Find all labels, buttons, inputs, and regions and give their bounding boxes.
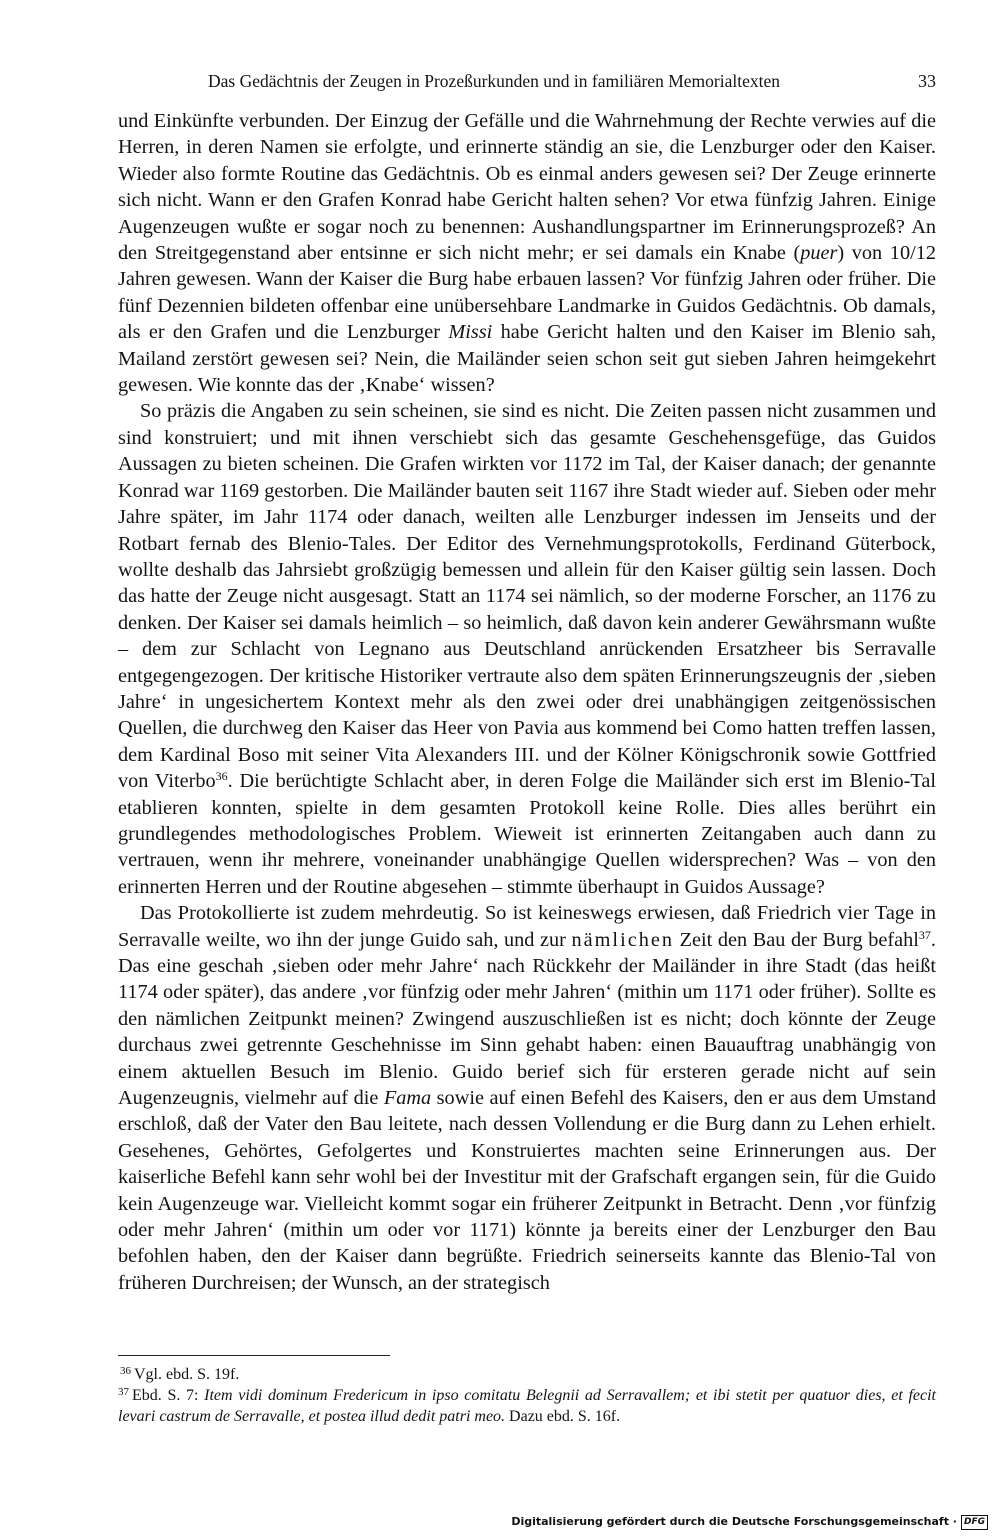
footnotes: [118, 1364, 936, 1427]
italic-puer: puer: [800, 242, 838, 265]
footnote-37-latin-quote: Item vidi dominum Fredericum in ipso comitatu Belegnii ad Serravallem; et ibi stetit per quatuor dies, et fecit levari castrum de Serravalle, et postea illud dedit patri meo.: [118, 1387, 936, 1425]
footnote-36: [118, 1364, 936, 1385]
footnote-36-text: Vgl. ebd. S. 19f.: [134, 1366, 240, 1383]
paragraph-1-part-a: und Einkünfte verbunden. Der Einzug der Gefälle und die Wahrnehmung der Rechte verwies auf die Herren, in deren Namen sie erfolgte, und erinnerte ständig an sie, die Lenzburger oder den Kaiser. Wieder also formte Routine das Gedächtnis. Ob es einmal anders gewesen sei? Der Zeuge erinnerte sich nicht. Wann er den Grafen Konrad habe Gericht halten sehen? Vor etwa fünfzig Jahren. Einige Augenzeugen wußte er sogar noch zu benennen: Aushandlungspartner im Erinnerungsprozeß? An den Streitgegenstand aber entsinne er sich nicht mehr; er sei damals ein Knabe (: [118, 110, 936, 265]
footnote-mark-37: 37: [118, 1386, 129, 1398]
footnote-37-text-a: Ebd. S. 7:: [132, 1387, 205, 1404]
italic-missi: Missi: [448, 321, 493, 344]
paragraph-1-part-c: habe Gericht halten und den Kaiser im Blenio sah, Mailand zerstört gewesen sei? Nein, die Mailänder seien schon seit gut sieben Jahren heimgekehrt gewesen. Wie konnte das der ‚Knabe‘ wissen?: [118, 321, 936, 397]
paragraph-2-part-a: So präzis die Angaben zu sein scheinen, sie sind es nicht. Die Zeiten passen nicht zusammen und sind konstruiert; und mit ihnen verschiebt sich das gesamte Geschehensgefüge, das Guidos Aussagen zu bieten scheinen. Die Grafen wirkten vor 1172 im Tal, der Kaiser danach; der genannte Konrad war 1169 gestorben. Die Mailänder bauten seit 1167 ihre Stadt wieder auf. Sieben oder mehr Jahre später, im Jahr 1174 oder danach, weilten alle Lenzburger indessen im Jenseits und der Rotbart fernab des Blenio-Tales. Der Editor des Vernehmungsprotokolls, Ferdinand Güterbock, wollte deshalb das Jahrsiebt großzügig bemessen und allein für den Kaiser gültig sein lassen. Doch das hatte der Zeuge nicht ausgesagt. Statt an 1174 sei nämlich, so der moderne Forscher, an 1176 zu denken. Der Kaiser sei damals heimlich – so heimlich, daß davon kein anderer Gewährsmann wußte – dem zur Schlacht von Legnano aus Deutschland anrückenden Ersatzheer bis Serravalle entgegengezogen. Der kritische Historiker vertraute also dem späten Erinnerungszeugnis der ‚sieben Jahre‘ in ungesichertem Kontext mehr als den zwei oder drei unabhängigen zeitgenössischen Quellen, die durchweg den Kaiser das Heer von Pavia aus kommend bei Como hatten treffen lassen, dem Kardinal Boso mit seiner Vita Alexanders III. und der Kölner Königschronik sowie Gottfried von Viterbo: [118, 400, 936, 793]
running-title: Das Gedächtnis der Zeugen in Prozeßurkunden und in familiären Memorialtexten: [208, 71, 780, 91]
footnote-divider: [118, 1355, 390, 1356]
footnote-37-text-b: Dazu ebd. S. 16f.: [505, 1408, 621, 1425]
paragraph-3-part-d: sowie auf einen Befehl des Kaisers, den er aus dem Umstand erschloß, daß der Vater den Bau leitete, nach dessen Vollendung er die Burg dann zu Lehen erhielt. Gesehenes, Gehörtes, Gefolgertes und Konstruiertes machten seine Erinnerungen aus. Der kaiserliche Befehl kann sehr wohl bei der Investitur mit der Grafschaft ergangen sein, für die Guido kein Augenzeuge war. Vielleicht kommt sogar ein früherer Zeitpunkt in Betracht. Denn ‚vor fünfzig oder mehr Jahren‘ (mithin um oder vor 1171) könnte ja bereits einer der Lenzburger den Bau befohlen haben, den der Kaiser dann begrüßte. Friedrich seinerseits kannte das Blenio-Tal von früheren Durchreisen; der Wunsch, an der strategisch: [118, 1087, 936, 1294]
paragraph-3-part-c: . Das eine geschah ‚sieben oder mehr Jahre‘ nach Rückkehr der Mailänder in ihre Stadt (das heißt 1174 oder später), das andere ‚vor fünfzig oder mehr Jahren‘ (mithin um 1171 oder früher). Sollte es den nämlichen Zeitpunkt meinen? Zwingend auszuschließen ist es nicht; doch könnte der Zeuge durchaus zwei getrennte Geschehnisse im Sinn gehabt haben: einen Bauauftrag unabhängig von einem aktuellen Besuch im Blenio. Guido berief sich für ersteren gerade nicht auf sein Augenzeugnis, vielmehr auf die: [118, 928, 936, 1110]
paragraph-2-part-b: . Die berüchtigte Schlacht aber, in deren Folge die Mailänder sich erst im Blenio-Tal etablieren konnten, spielte in dem gesamten Protokoll keine Rolle. Dies alles berührt ein grundlegendes methodologisches Problem. Wieweit ist erinnerten Zeitangaben auch dann zu vertrauen, wenn ihr mehrere, voneinander unabhängige Quellen widersprechen? Was – von den erinnerten Herren und der Routine abgesehen – stimmte überhaupt in Guidos Aussage?: [118, 770, 936, 898]
dfg-logo-icon: DFG: [961, 1515, 988, 1530]
footer-text: Digitalisierung gefördert durch die Deutsche Forschungsgemeinschaft ·: [511, 1515, 957, 1528]
paragraph-3-part-b: Zeit den Bau der Burg befahl: [674, 928, 919, 951]
paragraph-3: [118, 900, 936, 1296]
spaced-emphasis: nämlichen: [571, 928, 674, 951]
paragraph-2: [118, 398, 936, 900]
page-number: 33: [918, 71, 936, 91]
paragraph-3-part-a: Das Protokollierte ist zudem mehrdeutig. So ist keineswegs erwiesen, daß Friedrich vier Tage in Serravalle weilte, wo ihn der junge Guido sah, und zur: [118, 902, 936, 951]
footnote-mark-36: 36: [120, 1365, 131, 1377]
running-head: [118, 66, 936, 96]
footnote-37: [118, 1385, 936, 1427]
footnote-ref-36[interactable]: 36: [215, 769, 228, 784]
footnote-ref-37[interactable]: 37: [918, 927, 931, 942]
paragraph-1: [118, 108, 936, 398]
main-text: [118, 108, 936, 1296]
italic-fama: Fama: [383, 1087, 432, 1110]
paragraph-1-part-b: ) von 10/12 Jahren gewesen. Wann der Kaiser die Burg habe erbauen lassen? Vor fünfzig Jahren oder früher. Die fünf Dezennien bildeten offenbar eine unübersehbare Landmarke in Guidos Gedächtnis. Ob damals, als er den Grafen und die Lenzburger: [118, 242, 936, 344]
digitization-footer: [511, 1512, 988, 1532]
